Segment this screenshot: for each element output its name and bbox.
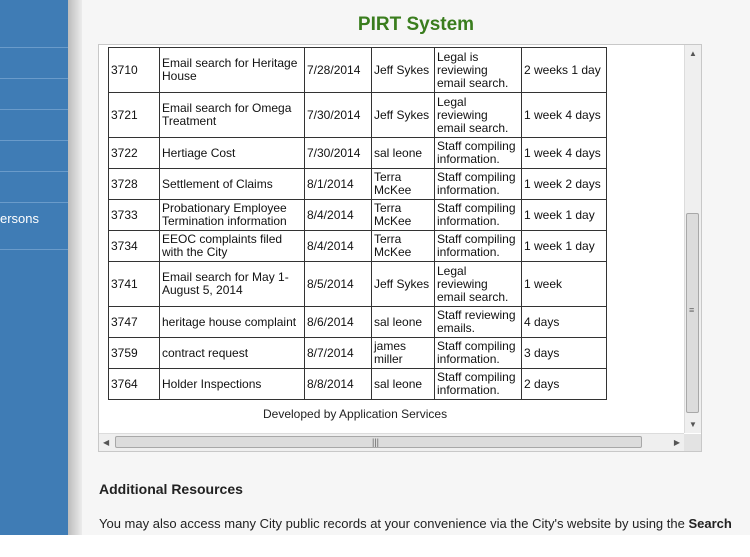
cell-date: 8/4/2014 [305, 200, 372, 231]
cell-date: 7/28/2014 [305, 48, 372, 93]
cell-age: 2 weeks 1 day [522, 48, 607, 93]
cell-id: 3759 [109, 338, 160, 369]
horizontal-scrollbar[interactable] [99, 433, 684, 451]
additional-resources-heading: Additional Resources [99, 481, 243, 497]
cell-assigned: Jeff Sykes [372, 48, 435, 93]
cell-status: Legal reviewing email search. [435, 93, 522, 138]
table-row [109, 200, 607, 231]
table-row [109, 369, 607, 400]
grip-icon: ||| [372, 437, 380, 447]
cell-id: 3721 [109, 93, 160, 138]
cell-date: 8/1/2014 [305, 169, 372, 200]
sidebar-item[interactable] [0, 172, 68, 203]
cell-subject: heritage house complaint [160, 307, 305, 338]
table-row [109, 231, 607, 262]
cell-subject: Email search for Omega Treatment [160, 93, 305, 138]
vertical-scrollbar[interactable] [684, 45, 701, 433]
sidebar-item[interactable] [0, 141, 68, 172]
cell-subject: Hertiage Cost [160, 138, 305, 169]
cell-assigned: sal leone [372, 369, 435, 400]
horizontal-scroll-thumb[interactable] [115, 436, 642, 448]
cell-assigned: sal leone [372, 138, 435, 169]
additional-resources-text [99, 513, 749, 535]
table-row [109, 48, 607, 93]
cell-id: 3722 [109, 138, 160, 169]
cell-status: Staff compiling information. [435, 138, 522, 169]
scroll-up-arrow-icon[interactable]: ▲ [689, 49, 697, 58]
resources-text: You may also access many City public records at your convenience via the City's website by using the [99, 516, 689, 531]
table-row [109, 338, 607, 369]
cell-age: 1 week 4 days [522, 93, 607, 138]
cell-age: 1 week 4 days [522, 138, 607, 169]
cell-subject: Email search for May 1-August 5, 2014 [160, 262, 305, 307]
cell-subject: EEOC complaints filed with the City [160, 231, 305, 262]
sidebar-item[interactable]: ersons [0, 203, 68, 250]
scroll-down-arrow-icon[interactable]: ▼ [689, 420, 697, 429]
cell-assigned: sal leone [372, 307, 435, 338]
cell-age: 1 week 1 day [522, 200, 607, 231]
cell-date: 8/6/2014 [305, 307, 372, 338]
cell-status: Staff compiling information. [435, 231, 522, 262]
sidebar-shadow [68, 0, 82, 535]
cell-date: 8/7/2014 [305, 338, 372, 369]
cell-subject: Holder Inspections [160, 369, 305, 400]
cell-subject: Settlement of Claims [160, 169, 305, 200]
window-bottom-edge [0, 535, 750, 557]
cell-status: Staff reviewing emails. [435, 307, 522, 338]
table-row [109, 262, 607, 307]
cell-date: 7/30/2014 [305, 93, 372, 138]
cell-assigned: Jeff Sykes [372, 262, 435, 307]
cell-status: Legal is reviewing email search. [435, 48, 522, 93]
cell-assigned: james miller [372, 338, 435, 369]
cell-assigned: Terra McKee [372, 200, 435, 231]
scroll-left-arrow-icon[interactable]: ◀ [103, 438, 110, 447]
records-table [108, 47, 607, 400]
cell-date: 7/30/2014 [305, 138, 372, 169]
page-title: PIRT System [357, 14, 475, 35]
cell-age: 2 days [522, 369, 607, 400]
vertical-scroll-thumb[interactable] [686, 213, 699, 413]
cell-subject: Email search for Heritage House [160, 48, 305, 93]
scrollbar-corner [684, 434, 701, 451]
cell-date: 8/8/2014 [305, 369, 372, 400]
cell-status: Staff compiling information. [435, 169, 522, 200]
table-row [109, 307, 607, 338]
cell-date: 8/5/2014 [305, 262, 372, 307]
cell-age: 4 days [522, 307, 607, 338]
table-row [109, 169, 607, 200]
sidebar-item[interactable] [0, 0, 68, 48]
scroll-right-arrow-icon[interactable]: ▶ [673, 438, 680, 447]
cell-age: 3 days [522, 338, 607, 369]
cell-status: Legal reviewing email search. [435, 262, 522, 307]
search-link[interactable]: Search [688, 516, 732, 531]
sidebar-item[interactable] [0, 48, 68, 79]
cell-subject: Probationary Employee Termination information [160, 200, 305, 231]
cell-subject: contract request [160, 338, 305, 369]
sidebar-item[interactable] [0, 110, 68, 141]
cell-date: 8/4/2014 [305, 231, 372, 262]
cell-id: 3734 [109, 231, 160, 262]
cell-assigned: Jeff Sykes [372, 93, 435, 138]
cell-age: 1 week [522, 262, 607, 307]
cell-id: 3741 [109, 262, 160, 307]
cell-assigned: Terra McKee [372, 169, 435, 200]
cell-assigned: Terra McKee [372, 231, 435, 262]
main-content [82, 0, 750, 535]
cell-id: 3747 [109, 307, 160, 338]
developer-credit: Developed by Application Services [263, 407, 448, 421]
table-row [109, 138, 607, 169]
grip-icon: ≡ [689, 305, 695, 315]
cell-age: 1 week 1 day [522, 231, 607, 262]
cell-status: Staff compiling information. [435, 200, 522, 231]
cell-id: 3728 [109, 169, 160, 200]
table-row [109, 93, 607, 138]
sidebar-nav [0, 0, 68, 535]
cell-id: 3764 [109, 369, 160, 400]
records-scroll-content [99, 45, 684, 433]
sidebar-item[interactable] [0, 79, 68, 110]
records-frame [98, 44, 702, 452]
cell-id: 3733 [109, 200, 160, 231]
cell-age: 1 week 2 days [522, 169, 607, 200]
cell-status: Staff compiling information. [435, 338, 522, 369]
cell-id: 3710 [109, 48, 160, 93]
cell-status: Staff compiling information. [435, 369, 522, 400]
